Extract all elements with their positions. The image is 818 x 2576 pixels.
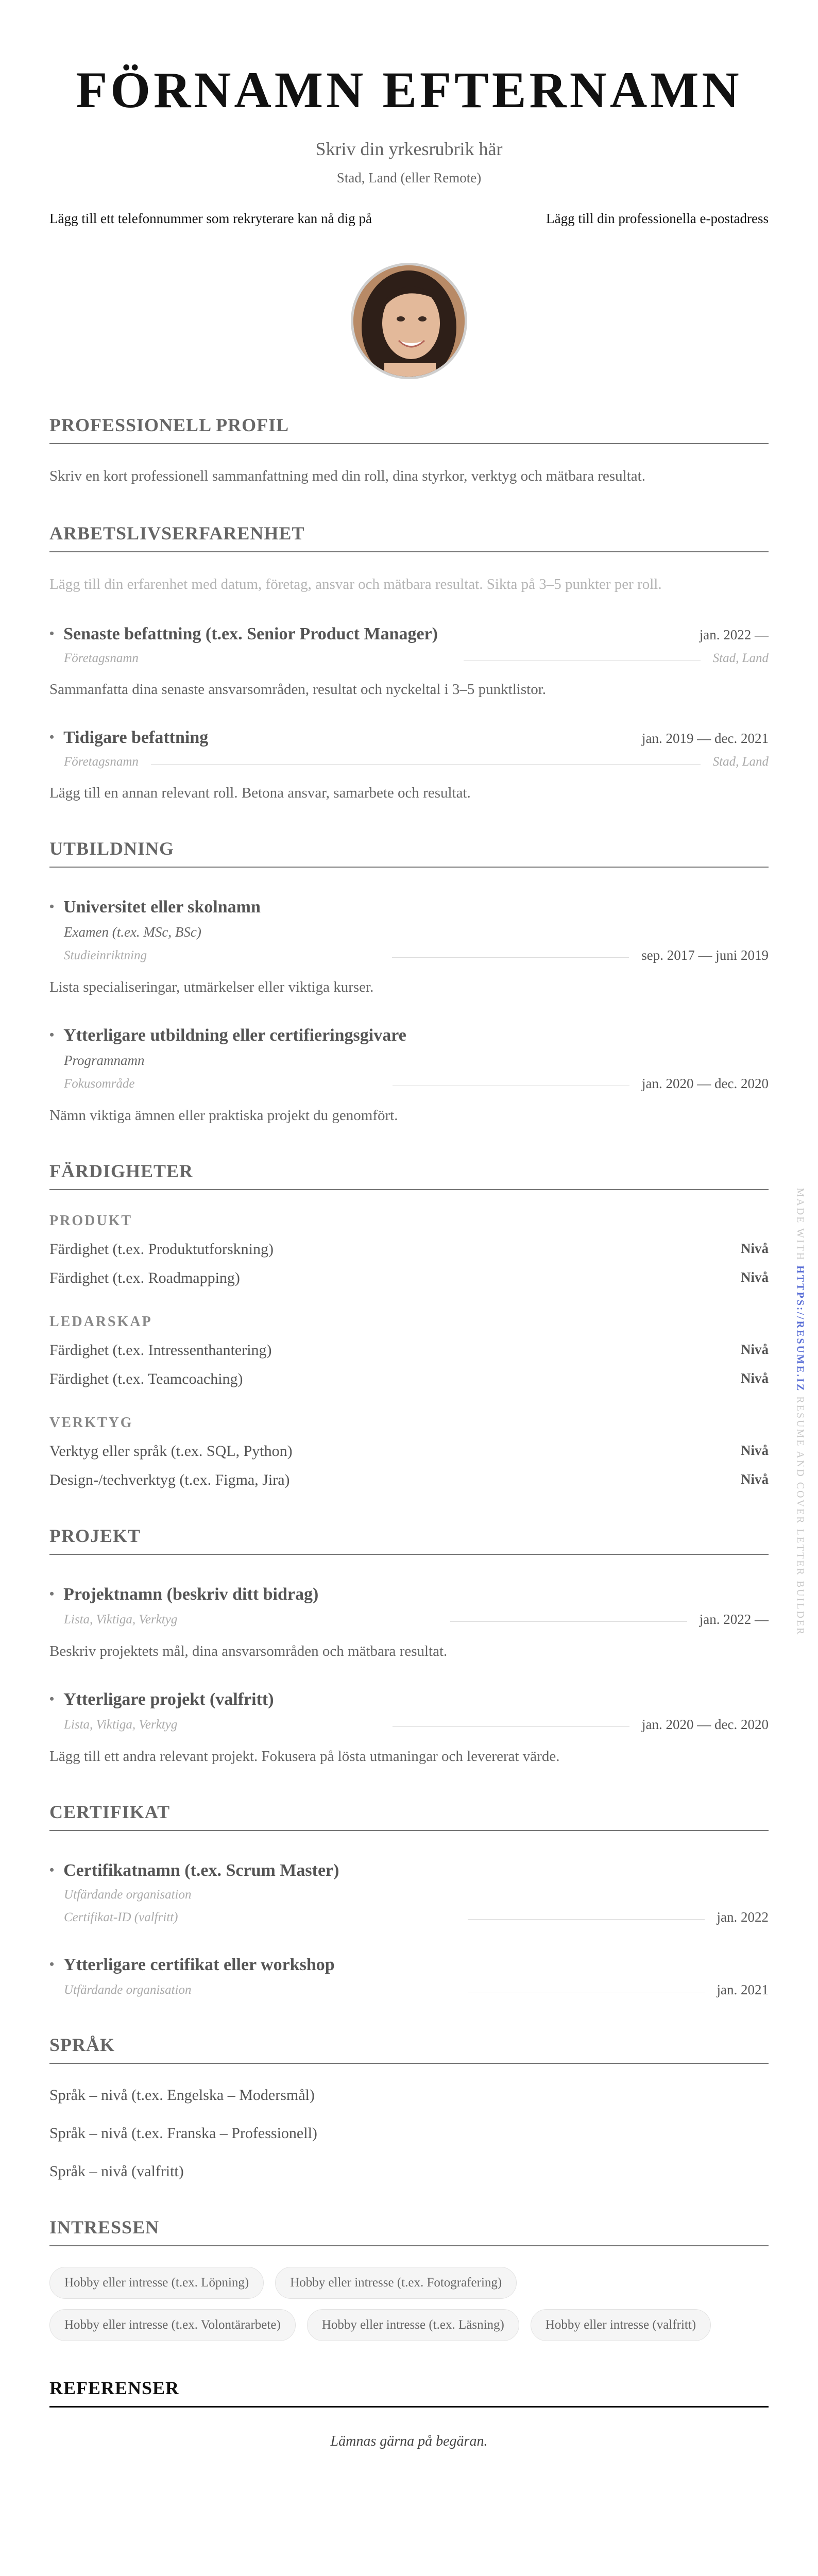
entry-date: jan. 2019 — dec. 2021 [642,731,769,746]
section-certificates [49,1801,769,1998]
entry-date: jan. 2020 — dec. 2020 [642,1717,769,1732]
candidate-name: FÖRNAMN EFTERNAMN [76,61,742,118]
skill-name: Design-/techverktyg (t.ex. Figma, Jira) [49,1471,290,1488]
divider [468,1919,705,1920]
skill-category: VERKTYG [49,1415,133,1431]
skill-level: Nivå [741,1342,769,1357]
interest-chip: Hobby eller intresse (t.ex. Volontärarbete) [49,2309,296,2341]
email-text[interactable]: Lägg till din professionella e-postadress [546,211,769,226]
job-headline: Skriv din yrkesrubrik här [315,139,503,159]
entry-title: • Tidigare befattning [49,728,208,748]
skill-category: LEDARSKAP [49,1314,152,1330]
project-entry [49,1585,769,1660]
certificate-entry [49,1955,769,1998]
project-name: • Projektnamn (beskriv ditt bidrag) [49,1585,318,1604]
skill-name: Färdighet (t.ex. Teamcoaching) [49,1370,243,1387]
skill-row [49,1342,769,1359]
credential-id: Certifikat-ID (valfritt) [64,1910,178,1924]
skill-row [49,1471,769,1489]
section-experience [49,522,769,802]
divider [450,1621,687,1622]
entry-description: Lägg till en annan relevant roll. Betona ansvar, samarbete och resultat. [49,785,471,801]
section-title-interests: INTRESSEN [49,2216,769,2246]
skill-category: PRODUKT [49,1213,132,1229]
section-title-skills: FÄRDIGHETER [49,1160,769,1190]
portrait-image [353,265,465,377]
entry-title: • Senaste befattning (t.ex. Senior Product Manager) [49,624,438,644]
photo-wrap [49,263,769,379]
entry-date: jan. 2022 — [699,1612,769,1627]
company-name: Företagsnamn [64,651,139,665]
entry-description: Lägg till ett andra relevant projekt. Fokusera på lösta utmaningar och levererat värde. [49,1748,560,1765]
experience-intro: Lägg till din erfarenhet med datum, företag, ansvar och mätbara resultat. Sikta på 3–5 punkter per roll. [49,576,662,592]
skill-level: Nivå [741,1370,769,1386]
certificate-name: • Certifikatnamn (t.ex. Scrum Master) [49,1861,339,1880]
divider [392,957,629,958]
references-note: Lämnas gärna på begäran. [330,2433,488,2449]
divider [151,764,701,765]
skill-name: Färdighet (t.ex. Produktutforskning) [49,1241,274,1258]
experience-entry [49,728,769,802]
project-tags: Lista, Viktiga, Verktyg [64,1717,178,1732]
company-location: Stad, Land [712,755,769,769]
skill-level: Nivå [741,1471,769,1487]
language-item: Språk – nivå (t.ex. Engelska – Modersmål) [49,2087,315,2104]
phone-text[interactable]: Lägg till ett telefonnummer som rekryterare kan nå dig på [49,211,372,226]
language-item: Språk – nivå (valfritt) [49,2163,184,2180]
language-item: Språk – nivå (t.ex. Franska – Professionell) [49,2125,317,2142]
degree: Programnamn [64,1053,145,1068]
section-interests [49,2216,769,2341]
entry-date: jan. 2022 — [699,627,769,642]
certificate-name: • Ytterligare certifikat eller workshop [49,1955,335,1975]
location: Stad, Land (eller Remote) [336,170,482,185]
entry-description: Beskriv projektets mål, dina ansvarsområden och mätbara resultat. [49,1643,448,1659]
skill-level: Nivå [741,1241,769,1256]
section-projects [49,1525,769,1765]
interest-chip: Hobby eller intresse (t.ex. Löpning) [49,2267,264,2299]
section-title-references: REFERENSER [49,2377,769,2408]
watermark-link[interactable]: HTTPS://RESUME.IZ [794,1265,806,1392]
entry-date: jan. 2021 [717,1982,769,1997]
watermark-prefix: MADE WITH [794,1188,806,1261]
contact-row [49,211,769,227]
skill-name: Färdighet (t.ex. Roadmapping) [49,1269,240,1286]
divider [464,660,701,661]
entry-description: Sammanfatta dina senaste ansvarsområden, resultat och nyckeltal i 3–5 punktlistor. [49,681,546,698]
entry-date: jan. 2022 [717,1909,769,1925]
section-education [49,838,769,1124]
section-title-education: UTBILDNING [49,838,769,868]
education-entry [49,1026,769,1124]
resume-content [49,0,769,2450]
school-name: • Universitet eller skolnamn [49,897,261,917]
divider [393,1726,629,1727]
entry-date: sep. 2017 — juni 2019 [641,947,769,963]
school-name: • Ytterligare utbildning eller certifieringsgivare [49,1026,406,1045]
section-title-projects: PROJEKT [49,1525,769,1555]
section-references [49,2377,769,2450]
skill-row [49,1269,769,1287]
project-entry [49,1690,769,1765]
issuer: Utfärdande organisation [64,1982,192,1997]
section-title-certificates: CERTIFIKAT [49,1801,769,1831]
degree: Examen (t.ex. MSc, BSc) [64,924,201,940]
company-name: Företagsnamn [64,755,139,769]
skill-name: Verktyg eller språk (t.ex. SQL, Python) [49,1443,293,1460]
interest-chip: Hobby eller intresse (t.ex. Läsning) [307,2309,519,2341]
section-languages [49,2034,769,2180]
side-watermark [792,1188,808,1636]
skill-row [49,1370,769,1388]
section-title-experience: ARBETSLIVSERFARENHET [49,522,769,552]
profile-summary: Skriv en kort professionell sammanfattning med din roll, dina styrkor, verktyg och mätbara resultat. [49,468,645,484]
interest-chip: Hobby eller intresse (valfritt) [531,2309,711,2341]
project-name: • Ytterligare projekt (valfritt) [49,1690,274,1709]
interest-chip: Hobby eller intresse (t.ex. Fotografering) [275,2267,517,2299]
skill-row [49,1443,769,1460]
company-location: Stad, Land [712,651,769,665]
skill-row [49,1241,769,1258]
skill-level: Nivå [741,1269,769,1285]
issuer: Utfärdande organisation [64,1888,192,1902]
entry-description: Nämn viktiga ämnen eller praktiska projekt du genomfört. [49,1107,398,1124]
project-tags: Lista, Viktiga, Verktyg [64,1612,178,1626]
skill-level: Nivå [741,1443,769,1458]
section-skills [49,1160,769,1489]
watermark-suffix: RESUME AND COVER LETTER BUILDER [794,1396,806,1636]
section-title-profile: PROFESSIONELL PROFIL [49,414,769,444]
experience-entry [49,624,769,698]
interest-chips [49,2267,769,2341]
skill-name: Färdighet (t.ex. Intressenthantering) [49,1342,272,1359]
profile-photo [351,263,467,379]
study-field: Fokusområde [64,1076,135,1091]
education-entry [49,897,769,996]
entry-date: jan. 2020 — dec. 2020 [642,1076,769,1091]
section-title-languages: SPRÅK [49,2034,769,2064]
entry-description: Lista specialiseringar, utmärkelser eller viktiga kurser. [49,979,374,995]
section-profile [49,414,769,486]
study-field: Studieinriktning [64,948,147,962]
certificate-entry [49,1861,769,1925]
